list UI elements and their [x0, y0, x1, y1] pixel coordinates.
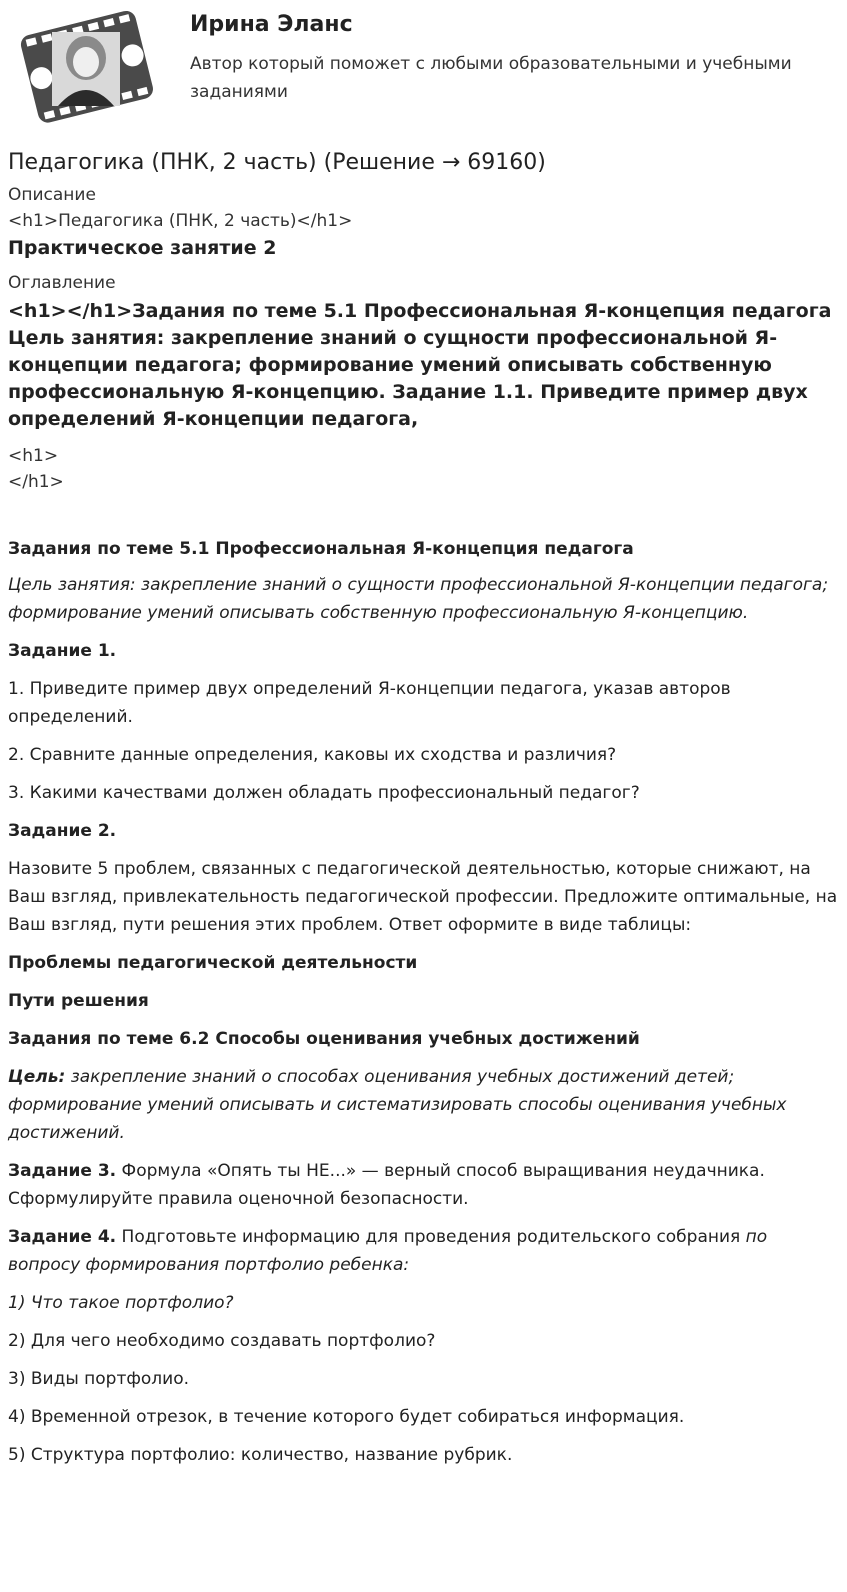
raw-h1-text: <h1>Педагогика (ПНК, 2 часть)</h1>	[8, 211, 353, 231]
section-6-2-title: Задания по теме 6.2 Способы оценивания учебных достижений	[8, 1029, 640, 1049]
toc-label: Оглавление	[8, 273, 116, 293]
task-4-text: Подготовьте информацию для проведения родительского собрания	[116, 1227, 746, 1247]
task-4-item: 2) Для чего необходимо создавать портфолио?	[8, 1331, 436, 1351]
task-1-title: Задание 1.	[8, 641, 117, 661]
section-5-1-title: Задания по теме 5.1 Профессиональная Я-концепция педагога	[8, 539, 634, 559]
raw-h1-close: </h1>	[8, 472, 64, 492]
task-4-item: 4) Временной отрезок, в течение которого будет собираться информация.	[8, 1407, 685, 1427]
task-3-label: Задание 3.	[8, 1161, 117, 1181]
spacer	[8, 495, 839, 535]
task-3	[8, 1157, 839, 1213]
section-6-2-goal	[8, 1063, 839, 1147]
task-2-text: Назовите 5 проблем, связанных с педагогической деятельностью, которые снижают, на Ваш взгляд, привлекательность педагогической профессии. Предложите оптимальные, на Ваш взгляд, пути решения этих проблем. Ответ оформите в виде таблицы:	[8, 859, 838, 935]
task-4-label: Задание 4.	[8, 1227, 117, 1247]
goal-label: Цель:	[8, 1067, 66, 1087]
toc-heading: <h1></h1>Задания по теме 5.1 Профессиональная Я-концепция педагога Цель занятия: закрепление знаний о сущности профессиональной Я-концепции педагога; формирование умений описывать собственную профессиональную Я-концепцию. Задание 1.1. Приведите пример двух определений Я-концепции педагога,	[8, 300, 832, 430]
raw-h1-open: <h1>	[8, 446, 59, 466]
practice-title: Практическое занятие 2	[8, 237, 277, 259]
task-4-question-1: 1) Что такое портфолио?	[8, 1293, 234, 1313]
task-1-item: 3. Какими качествами должен обладать профессиональный педагог?	[8, 783, 640, 803]
description-label: Описание	[8, 185, 96, 205]
task-4-item: 3) Виды портфолио.	[8, 1369, 190, 1389]
film-strip-photo-frame-icon	[14, 8, 158, 126]
task-1-item: 2. Сравните данные определения, каковы их сходства и различия?	[8, 745, 617, 765]
author-header	[8, 0, 839, 140]
task-1-item: 1. Приведите пример двух определений Я-концепции педагога, указав авторов определений.	[8, 679, 731, 727]
author-name[interactable]: Ирина Эланс	[190, 12, 353, 37]
author-description: Автор который поможет с любыми образовательными и учебными заданиями	[190, 54, 792, 102]
task-4	[8, 1223, 839, 1279]
table-column-problems: Проблемы педагогической деятельности	[8, 953, 418, 973]
task-3-text: Формула «Опять ты НЕ...» — верный способ выращивания неудачника. Сформулируйте правила оценочной безопасности.	[8, 1161, 765, 1209]
goal-text: закрепление знаний о способах оценивания учебных достижений детей; формирование умений описывать и систематизировать способы оценивания учебных достижений.	[8, 1067, 787, 1143]
document-title: Педагогика (ПНК, 2 часть) (Решение → 69160)	[8, 150, 546, 175]
task-2-title: Задание 2.	[8, 821, 117, 841]
task-4-italic: по вопросу формирования портфолио ребенка:	[8, 1227, 768, 1275]
table-column-solutions: Пути решения	[8, 991, 149, 1011]
section-5-1-goal: Цель занятия: закрепление знаний о сущности профессиональной Я-концепции педагога; формирование умений описывать собственную профессиональную Я-концепцию.	[8, 575, 829, 623]
task-4-item: 5) Структура портфолио: количество, название рубрик.	[8, 1445, 513, 1465]
